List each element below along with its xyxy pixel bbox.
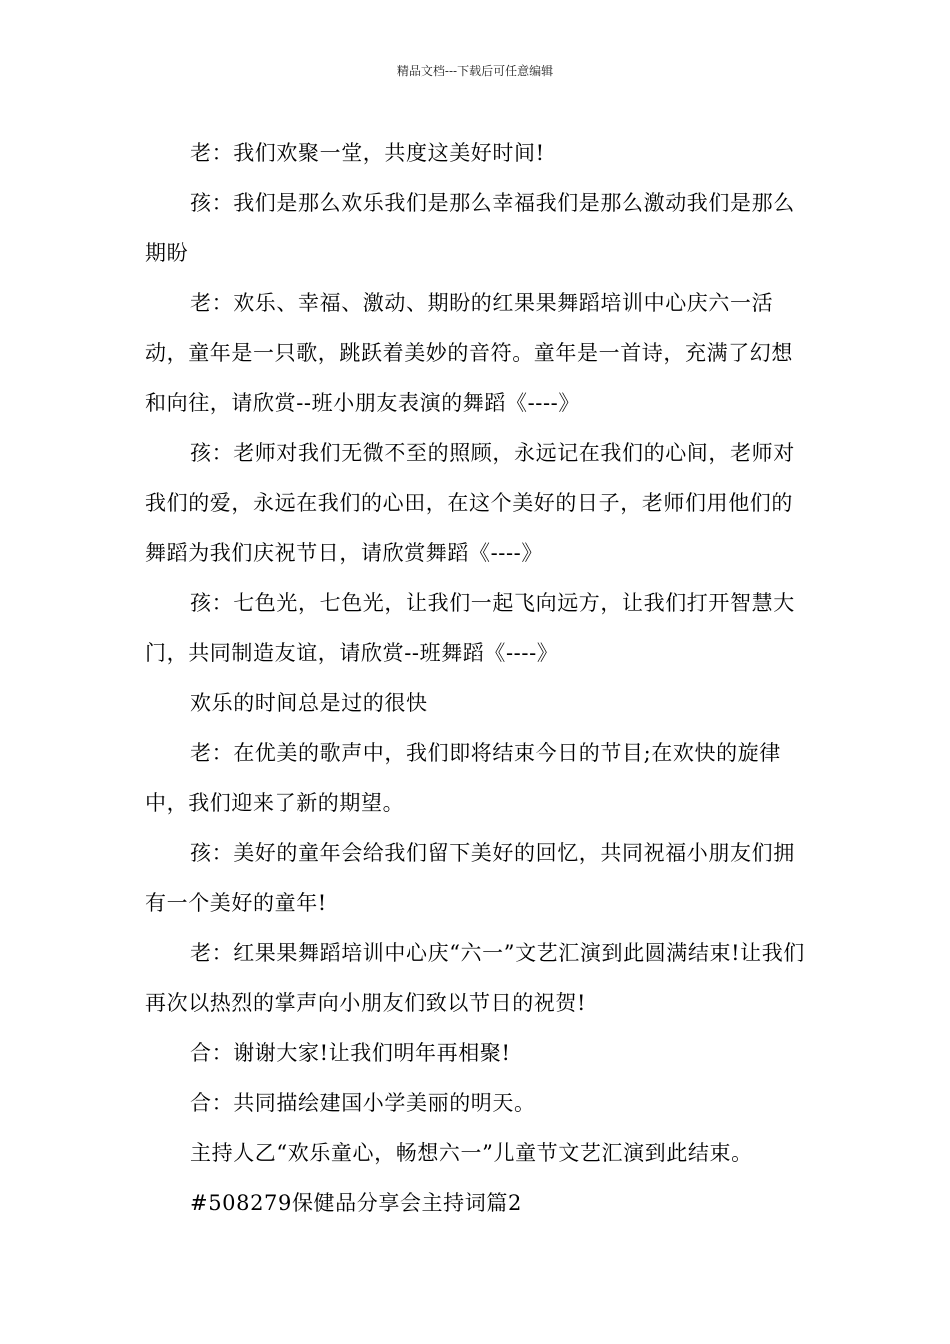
paragraph-9: 老：红果果舞蹈培训中心庆“六一”文艺汇演到此圆满结束!让我们再次以热烈的掌声向小朋友们致以节日的祝贺! [145, 941, 805, 1015]
paragraph-10: 合：谢谢大家!让我们明年再相聚! [190, 1041, 511, 1065]
paragraph-6: 欢乐的时间总是过的很快 [190, 691, 428, 715]
paragraph-11: 合：共同描绘建国小学美丽的明天。 [190, 1091, 536, 1115]
paragraph-4: 孩：老师对我们无微不至的照顾，永远记在我们的心间，老师对我们的爱，永远在我们的心田，在这个美好的日子，老师们用他们的舞蹈为我们庆祝节日，请欣赏舞蹈《----》 [145, 441, 795, 565]
section-heading: #508279保健品分享会主持词篇2 [190, 1191, 522, 1215]
paragraph-1: 老：我们欢聚一堂，共度这美好时间! [190, 141, 545, 165]
paragraph-5: 孩：七色光，七色光，让我们一起飞向远方，让我们打开智慧大门，共同制造友谊，请欣赏--班舞蹈《----》 [145, 591, 795, 665]
paragraph-8: 孩：美好的童年会给我们留下美好的回忆，共同祝福小朋友们拥有一个美好的童年! [145, 841, 795, 915]
paragraph-3: 老：欢乐、幸福、激动、期盼的红果果舞蹈培训中心庆六一活动，童年是一只歌，跳跃着美妙的音符。童年是一首诗，充满了幻想和向往，请欣赏--班小朋友表演的舞蹈《----》 [145, 291, 793, 415]
page-header: 精品文档---下载后可任意编辑 [396, 64, 554, 78]
paragraph-12: 主持人乙“欢乐童心，畅想六一”儿童节文艺汇演到此结束。 [190, 1141, 753, 1165]
paragraph-2: 孩：我们是那么欢乐我们是那么幸福我们是那么激动我们是那么期盼 [145, 191, 795, 265]
paragraph-7: 老：在优美的歌声中，我们即将结束今日的节目;在欢快的旋律中，我们迎来了新的期望。 [145, 741, 781, 815]
document-body [145, 128, 810, 1228]
